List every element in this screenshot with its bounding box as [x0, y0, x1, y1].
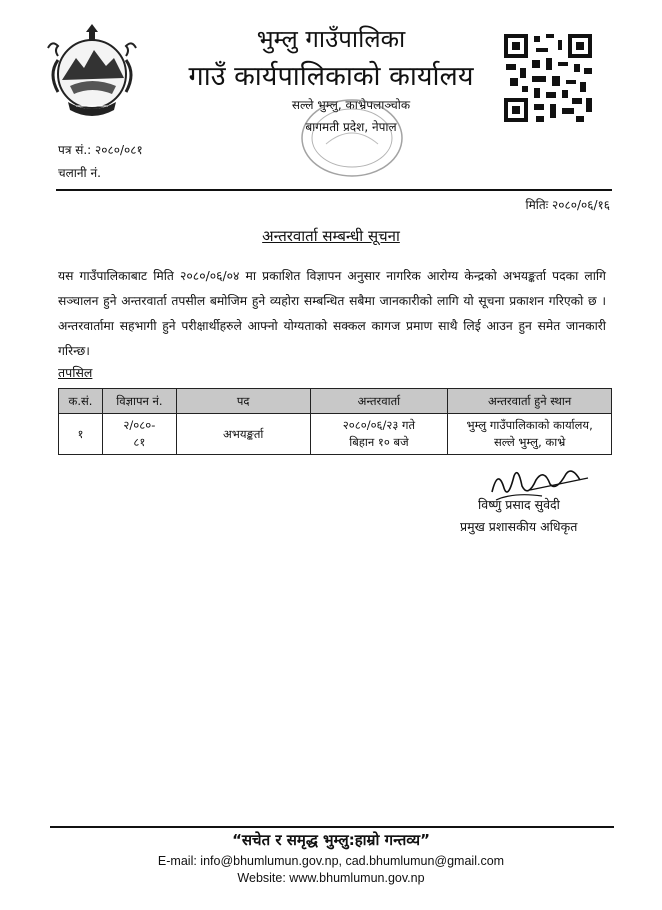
office-stamp-icon — [296, 92, 408, 184]
footer-email: E-mail: info@bhumlumun.gov.np, cad.bhumlumun@gmail.com — [157, 854, 505, 868]
letter-number: पत्र सं.: २०८०/०८१ — [58, 143, 143, 157]
cell-interview — [310, 414, 448, 455]
cell-post: अभयङ्कर्ता — [176, 414, 310, 455]
notice-body: यस गाउँपालिकाबाट मिति २०८०/०६/०४ मा प्रकाशित विज्ञापन अनुसार नागरिक आरोग्य केन्द्रको अभयङ्कर्ता पदका लागि सञ्चालन हुने अन्तरवार्ता तपसील बमोजिम हुने व्यहोरा सम्बन्धित सबैमा जानकारीको लागि यो सूचना प्रकाशन गरिएको छ । अन्तरवार्तामा सहभागी हुने परीक्षार्थीहरुले आफ्नो योग्यताको सक्कल कागज प्रमाण साथै लिई आउन हुन समेत जानकारी गरिन्छ। — [58, 269, 606, 358]
header-post: पद — [176, 389, 310, 414]
header-venue: अन्तरवार्ता हुने स्थान — [448, 389, 612, 414]
footer-divider — [50, 826, 614, 828]
dispatch-number: चलानी नं. — [58, 166, 101, 180]
notice-date: मितिः २०८०/०६/१६ — [525, 198, 610, 212]
cell-ad-number — [102, 414, 176, 455]
ad-number-line-1: २/०८०- — [123, 418, 156, 432]
cell-venue — [448, 414, 612, 455]
header-serial: क.सं. — [59, 389, 103, 414]
interview-date: २०८०/०६/२३ गते — [342, 418, 416, 432]
office-name: भुम्लु गाउँपालिका — [256, 25, 406, 53]
table-row — [59, 414, 612, 455]
header-divider — [56, 189, 612, 191]
signatory-name: विष्णु प्रसाद सुवेदी — [478, 497, 560, 512]
qr-code-icon — [502, 32, 594, 124]
notice-title: अन्तरवार्ता सम्बन्धी सूचना — [262, 227, 400, 245]
address-line-1: सल्ले भुम्लु, काभ्रेपलाञ्चोक — [291, 98, 411, 112]
ad-number-line-2: ८१ — [133, 435, 146, 449]
interview-time: बिहान १० बजे — [349, 435, 409, 449]
header-interview: अन्तरवार्ता — [310, 389, 448, 414]
header-ad-number: विज्ञापन नं. — [102, 389, 176, 414]
venue-line-2: सल्ले भुम्लु, काभ्रे — [494, 435, 566, 449]
footer-website: Website: www.bhumlumun.gov.np — [237, 871, 425, 885]
address-line-2: बागमती प्रदेश, नेपाल — [305, 120, 397, 134]
venue-line-1: भुम्लु गाउँपालिकाको कार्यालय, — [466, 418, 593, 432]
table-header-row — [59, 389, 612, 414]
cell-serial: १ — [59, 414, 103, 455]
schedule-table — [58, 388, 612, 455]
schedule-label: तपसिल — [58, 365, 93, 380]
signatory-title: प्रमुख प्रशासकीय अधिकृत — [460, 519, 578, 534]
office-title: गाउँ कार्यपालिकाको कार्यालय — [188, 61, 474, 92]
footer-motto: “सचेत र समृद्ध भुम्लु:हाम्रो गन्तव्य” — [232, 831, 430, 849]
